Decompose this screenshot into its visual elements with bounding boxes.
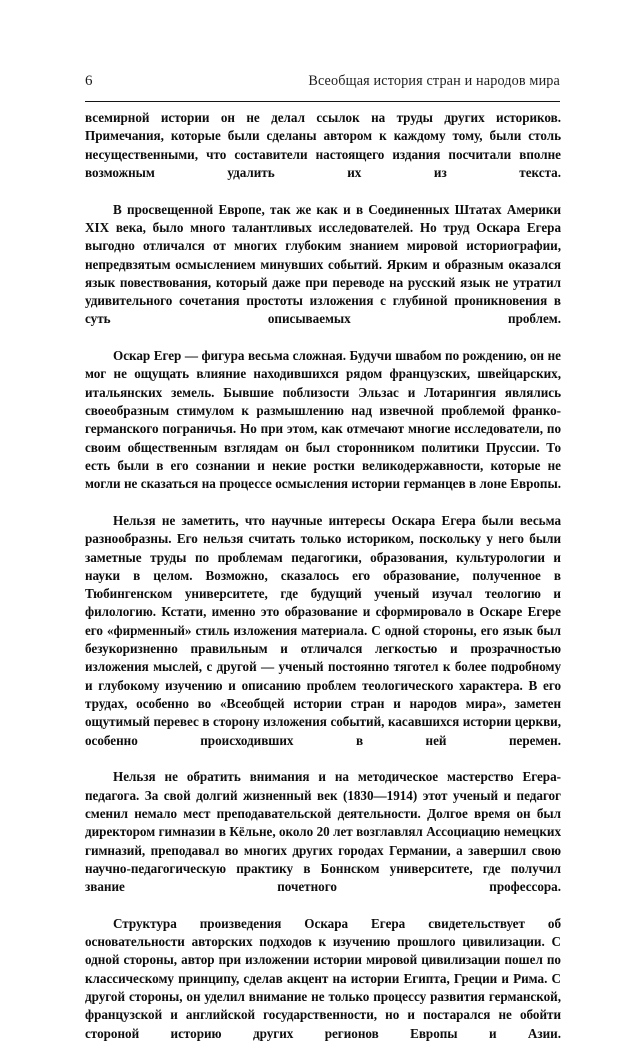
running-head-title: Всеобщая история стран и народов мира <box>308 73 560 89</box>
paragraph: Структура произведения Оскара Егера свидетельствует об основательности авторских подходов к изучению прошлого цивилизации. С одной стороны, автор при изложении истории мировой цивилизации пошел по классическому принципу, сделав акцент на истории Египта, Греции и Рима. С другой стороны, он уделил внимание не только процессу развития германской, французской и английской государственности, но и постарался не обойти стороной историю других регионов Европы и Азии. <box>85 915 561 1041</box>
paragraph: Нельзя не заметить, что научные интересы Оскара Егера были весьма разнообразны. Его нельзя считать только историком, поскольку у него были заметные труды по проблемам педагогики, образования, культурологии и науки в целом. Возможно, сказалось его образование, полученное в Тюбингенском университете, где будущий ученый изучал теологию и филологию. Кстати, именно это образование и сформировало в Оскаре Егере его «фирменный» стиль изложения материала. С одной стороны, его язык был безукоризненно правильным и отличался легкостью и прозрачностью изложения мыслей, с другой — ученый постоянно тяготел к более подробному и глубокому изучению и описанию проблем теологического характера. В его трудах, особенно во «Всеобщей истории стран и народов мира», заметен ощутимый перевес в сторону изложения событий, касавшихся истории церкви, особенно происходивших в ней перемен. <box>85 512 561 748</box>
body-text-column <box>85 109 561 1061</box>
paragraph: Нельзя не обратить внимания и на методическое мастерство Егера-педагога. За свой долгий жизненный век (1830—1914) этот ученый и педагог сменил немало мест преподавательской деятельности. Долгое время он был директором гимназии в Кёльне, около 20 лет возглавлял Ассоциацию немецких гимназий, преподавал во многих других городах Германии, а завершил свою научно-педагогическую практику в Боннском университете, где получил звание почетного профессора. <box>85 769 561 895</box>
page-number: 6 <box>85 73 93 89</box>
paragraph: В просвещенной Европе, так же как и в Соединенных Штатах Америки XIX века, было много талантливых исследователей. Но труд Оскара Егера выгодно отличался от многих глубоким знанием мировой историографии, непредвзятым осмыслением минувших событий. Ярким и образным оказался язык повествования, который даже при переводе на русский язык не утратил удивительного сочетания простоты изложения с глубиной проникновения в суть описываемых проблем. <box>85 201 561 327</box>
paragraph: Оскар Егер — фигура весьма сложная. Будучи швабом по рождению, он не мог не ощущать влияние находившихся рядом французских, швейцарских, итальянских земель. Бывшие поблизости Эльзас и Лотарингия являлись своеобразным стимулом к размышлению над извечной проблемой франко-германского пограничья. Но при этом, как отмечают многие исследователи, по своим общественным взглядам он был сторонником политики Пруссии. То есть были в его сознании и некие ростки великодержавности, которые не могли не сказаться на процессе осмысления истории германцев в лоне Европы. <box>85 348 561 492</box>
paragraph: всемирной истории он не делал ссылок на труды других историков. Примечания, которые были сделаны автором к каждому тому, были столь несущественными, что составители настоящего издания посчитали вполне возможным удалить их из текста. <box>85 110 561 180</box>
running-head <box>85 72 560 90</box>
header-divider-rule <box>85 101 560 102</box>
